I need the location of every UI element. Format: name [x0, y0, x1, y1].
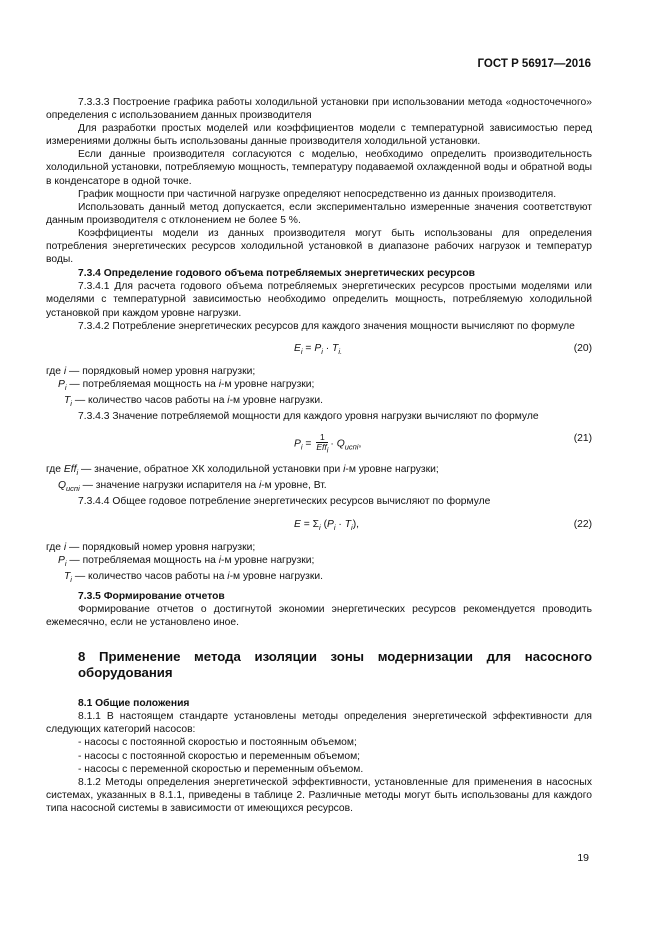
paragraph: Коэффициенты модели из данных производителя могут быть использованы для определения потребления энергетических ресурсов холодильной установкой в диапазоне рабочих нагрузок и температур воды.	[46, 227, 592, 266]
definition-line: $Q_{испi}$ — значение нагрузки испарителя на i-м уровне, Вт.	[58, 480, 327, 494]
section-heading-734: 7.3.4 Определение годового объема потребляемых энергетических ресурсов	[78, 268, 475, 280]
formula-22-expression: $E = \Sigma_i$ $(P_i \cdot T_i)$,	[294, 518, 359, 532]
section-heading-735: 7.3.5 Формирование отчетов	[78, 590, 225, 602]
definition-line: где i — порядковый номер уровня нагрузки;	[46, 541, 256, 553]
formula-20	[46, 339, 592, 361]
definition-line: $P_i$ — потребляемая мощность на i-м уровне нагрузки;	[58, 378, 315, 392]
paragraph-812: 8.1.2 Методы определения энергетической эффективности, установленные для применения в насосных системах, указанных в 8.1.1, приведены в таблице 2. Различные методы могут быть использованы для каждого типа насосной системы в зависимости от имеющихся ресурсов.	[46, 776, 592, 814]
section-heading-81: 8.1 Общие положения	[78, 698, 190, 710]
formula-number: (22)	[573, 518, 592, 530]
formula-20-expression: $E_i = P_i \cdot T_{i.}$	[294, 342, 343, 356]
paragraph-7343: 7.3.4.3 Значение потребляемой мощности для каждого уровня нагрузки вычисляют по формуле	[78, 411, 539, 423]
formula-21-expression: $P_i$ = $\frac{1}{Eff_i}$ · $Q_{испi}$,	[294, 432, 362, 455]
paragraph-7341: 7.3.4.1 Для расчета годового объема потребляемых энергетических ресурсов простыми моделями или моделями с температурной зависимостью необходимо определить мощность, потребляемую холодильной установкой при каждом уровне нагрузки.	[46, 281, 592, 319]
list-item: - насосы с переменной скоростью и переменным объемом.	[78, 763, 364, 775]
paragraph-7333: 7.3.3.3 Построение графика работы холодильной установки при использовании метода «односточечного» определения с использованием данных производителя	[46, 97, 592, 122]
paragraph-7344: 7.3.4.4 Общее годовое потребление энергетических ресурсов вычисляют по формуле	[78, 496, 491, 508]
section-heading-8: 8 Применение метода изоляции зоны модернизации для насосного оборудования	[78, 649, 592, 681]
definition-line: где Eff$_i$ — значение, обратное ХК холодильной установки при i-м уровне нагрузки;	[46, 464, 439, 478]
formula-21	[46, 429, 592, 459]
page-content	[46, 96, 592, 815]
list-item: - насосы с постоянной скоростью и постоянным объемом;	[78, 737, 357, 749]
fraction: $\frac{1}{Eff_i}$	[316, 432, 329, 455]
paragraph: Формирование отчетов о достигнутой экономии энергетических ресурсов рекомендуется проводить ежемесячно, если не установлено иное.	[46, 604, 592, 629]
page-number: 19	[577, 852, 589, 864]
definition-line: $T_i$ — количество часов работы на i-м уровне нагрузки.	[64, 570, 323, 584]
list-item: - насосы с постоянной скоростью и переменным объемом;	[78, 750, 361, 762]
paragraph: Если данные производителя согласуются с моделью, необходимо определить производительность холодильной установки, потребляемую мощность, температуру подаваемой охлажденной воды и обратной воды в конденсаторе в одной точке.	[46, 149, 592, 187]
definition-line: $P_i$ — потребляемая мощность на i-м уровне нагрузки;	[58, 554, 315, 568]
paragraph-811: 8.1.1 В настоящем стандарте установлены методы определения энергетической эффективности для следующих категорий насосов:	[46, 711, 592, 736]
definition-line: $T_i$ — количество часов работы на i-м уровне нагрузки.	[64, 394, 323, 408]
formula-number: (21)	[573, 433, 592, 445]
paragraph: График мощности при частичной нагрузке определяют непосредственно из данных производителя.	[78, 188, 557, 200]
definition-line: где i — порядковый номер уровня нагрузки;	[46, 365, 256, 377]
formula-22	[46, 515, 592, 537]
paragraph: Использовать данный метод допускается, если экспериментально измеренные значения соответствуют данным производителя с отклонением не более 5 %.	[46, 201, 592, 226]
formula-number: (20)	[573, 342, 592, 354]
paragraph: Для разработки простых моделей или коэффициентов модели с температурной зависимостью перед измерениями должны быть использованы данные производителя холодильной установки.	[46, 123, 592, 148]
document-header: ГОСТ Р 56917—2016	[477, 58, 591, 70]
paragraph-7342: 7.3.4.2 Потребление энергетических ресурсов для каждого значения мощности вычисляют по формуле	[78, 320, 575, 332]
